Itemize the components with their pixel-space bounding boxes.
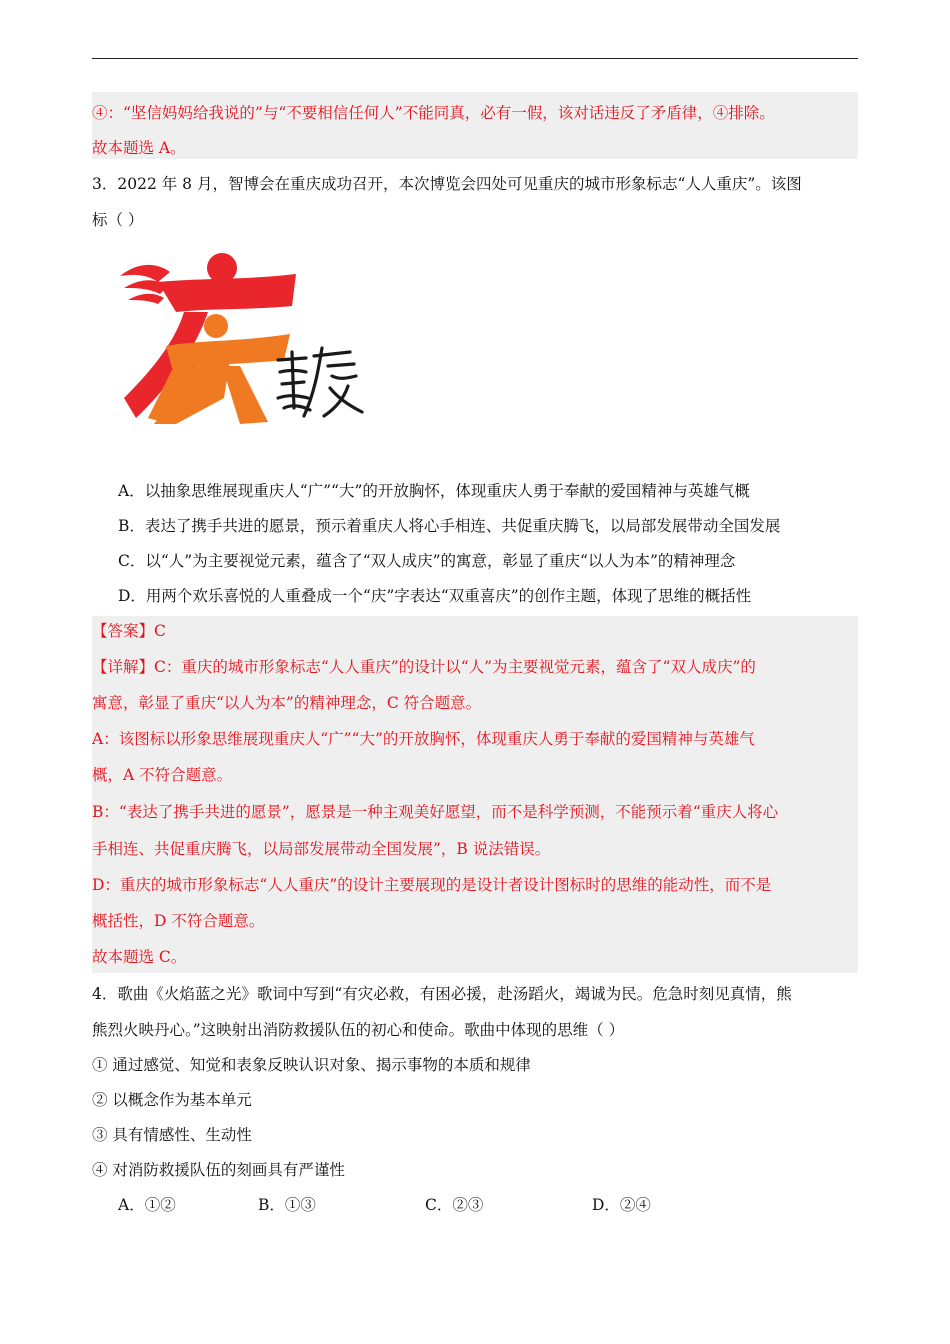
q3-analysis-line-5: B：“表达了携手共进的愿景”，愿景是一种主观美好愿望，而不是科学预测，不能预示着“重庆人将心 <box>92 803 779 821</box>
renren-chongqing-logo-icon <box>118 248 368 424</box>
q3-analysis-line-8: 概括性，D 不符合题意。 <box>92 912 265 930</box>
q3-analysis-line-7: D：重庆的城市形象标志“人人重庆”的设计主要展现的是设计者设计图标时的思维的能动性，而不是 <box>92 876 772 894</box>
q4-choice-c: C．②③ <box>425 1196 484 1214</box>
calligraphy-chongqing-icon <box>278 348 362 416</box>
q3-option-d: D．用两个欢乐喜悦的人重叠成一个“庆”字表达“双重喜庆”的创作主题，体现了思维的概括性 <box>118 587 752 605</box>
q3-analysis-line-6: 手相连、共促重庆腾飞，以局部发展带动全国发展”，B 说法错误。 <box>92 840 551 858</box>
q3-stem-line-1: 3．2022 年 8 月，智博会在重庆成功召开，本次博览会四处可见重庆的城市形象标志“人人重庆”。该图 <box>92 175 802 193</box>
q4-choice-b: B．①③ <box>258 1196 316 1214</box>
q3-analysis-line-1: 【详解】C：重庆的城市形象标志“人人重庆”的设计以“人”为主要视觉元素，蕴含了“双人成庆”的 <box>92 658 756 676</box>
q3-answer: 【答案】C <box>92 622 166 640</box>
q3-analysis-line-9: 故本题选 C。 <box>92 948 187 966</box>
q4-statement-1: ① 通过感觉、知觉和表象反映认识对象、揭示事物的本质和规律 <box>92 1056 531 1074</box>
q4-choice-d: D．②④ <box>592 1196 651 1214</box>
q3-analysis-line-4: 概，A 不符合题意。 <box>92 766 233 784</box>
q4-stem-line-1: 4．歌曲《火焰蓝之光》歌词中写到“有灾必救，有困必援，赴汤蹈火，竭诚为民。危急时刻见真情，熊 <box>92 985 792 1003</box>
q4-statement-2: ② 以概念作为基本单元 <box>92 1091 252 1109</box>
q3-option-b: B．表达了携手共进的愿景，预示着重庆人将心手相连、共促重庆腾飞，以局部发展带动全国发展 <box>118 517 781 535</box>
q4-choice-a: A．①② <box>118 1196 176 1214</box>
prev-answer-line-1: ④：“坚信妈妈给我说的”与“不要相信任何人”不能同真，必有一假，该对话违反了矛盾律，④排除。 <box>92 104 775 122</box>
q3-analysis-line-2: 寓意，彰显了重庆“以人为本”的精神理念，C 符合题意。 <box>92 694 482 712</box>
q3-stem-line-2: 标（ ） <box>92 211 144 229</box>
q4-stem-line-2: 熊烈火映丹心。”这映射出消防救援队伍的初心和使命。歌曲中体现的思维（ ） <box>92 1021 625 1039</box>
q3-option-a: A．以抽象思维展现重庆人“广”“大”的开放胸怀，体现重庆人勇于奉献的爱国精神与英雄气概 <box>118 482 750 500</box>
header-rule <box>92 58 858 59</box>
prev-answer-line-2: 故本题选 A。 <box>92 139 186 157</box>
q3-analysis-line-3: A：该图标以形象思维展现重庆人“广”“大”的开放胸怀，体现重庆人勇于奉献的爱国精神与英雄气 <box>92 730 755 748</box>
q3-option-c: C．以“人”为主要视觉元素，蕴含了“双人成庆”的寓意，彰显了重庆“以人为本”的精神理念 <box>118 552 736 570</box>
q4-statement-4: ④ 对消防救援队伍的刻画具有严谨性 <box>92 1161 345 1179</box>
q4-statement-3: ③ 具有情感性、生动性 <box>92 1126 252 1144</box>
